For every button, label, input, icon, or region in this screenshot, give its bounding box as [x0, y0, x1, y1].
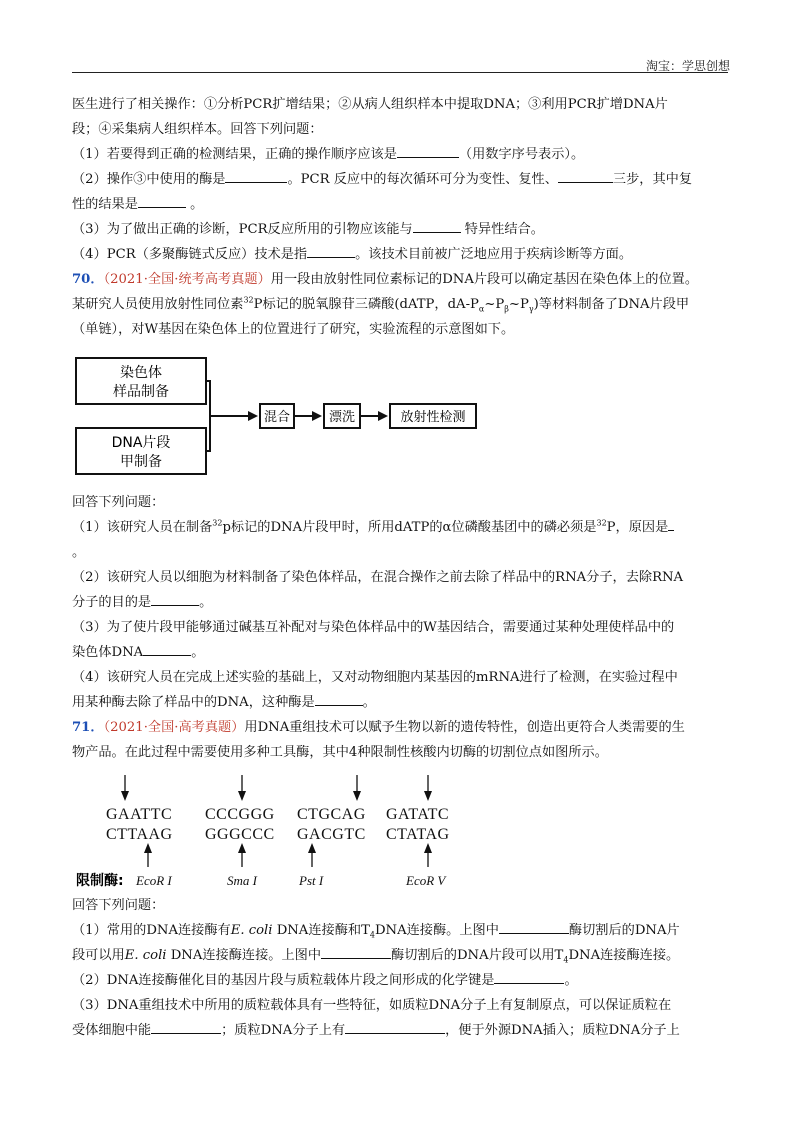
q69-sub2	[72, 167, 732, 192]
q71-prompt: 回答下列问题：	[72, 898, 165, 913]
enzyme-name-ecori: EcoR I	[136, 873, 172, 888]
flow-box-mix-label: 混合	[263, 410, 291, 425]
q71-sub1-text-f: DNA连接酶连接。上图中	[166, 948, 322, 963]
seq-ecori-top: GAATTC	[106, 806, 173, 823]
q70-stem-text-2a: 某研究人员使用放射性同位素	[72, 297, 244, 312]
seq-psti-top: CTGCAG	[297, 806, 366, 823]
q70-sub1-text-b: p标记的DNA片段甲时，所用dATP的α位磷酸基团中的磷必须是	[222, 520, 597, 535]
q71-stem-1	[72, 715, 732, 740]
intro-line-1: 医生进行了相关操作：①分析PCR扩增结果；②从病人组织样本中提取DNA；③利用PCR扩增DNA片	[72, 97, 668, 112]
q71-sub3-text-d: ，便于外源DNA插入；质粒DNA分子上	[445, 1023, 680, 1038]
answer-blank[interactable]	[321, 944, 391, 959]
q71-t4-sub: 4	[369, 930, 375, 940]
q70-sub2-cont	[72, 590, 732, 615]
cut-arrowhead-top	[353, 791, 361, 801]
answer-blank[interactable]	[413, 218, 461, 233]
seq-smai-top: CCCGGG	[205, 806, 275, 823]
flow-svg	[72, 352, 732, 482]
q70-flow-diagram	[72, 352, 732, 482]
answer-blank[interactable]	[494, 969, 564, 984]
q70-sub1-sup-a: 32	[212, 518, 223, 528]
q69-sub3-text-a: （3）为了做出正确的诊断，PCR反应所用的引物应该能与	[72, 222, 413, 237]
q69-sub4	[72, 242, 732, 267]
q70-sub-beta: β	[504, 304, 509, 314]
intro-line-2: 段；④采集病人组织样本。回答下列问题：	[72, 122, 323, 137]
cut-arrowhead-bottom	[308, 843, 316, 853]
flow-arrowhead-2	[312, 411, 322, 421]
flow-box-dna-line1: DNA片段	[111, 435, 171, 451]
q70-sub4-cont	[72, 690, 732, 715]
q71-sub2-text-b: 。	[564, 973, 578, 988]
q71-sub3-text-b: 受体细胞中能	[72, 1023, 152, 1038]
seq-ecorv-top: GATATC	[386, 806, 450, 823]
enzyme-name-smai: Sma I	[227, 873, 257, 888]
q70-sub1-text-c: P，原因是	[606, 520, 669, 535]
q71-sub3: （3）DNA重组技术中所用的质粒载体具有一些特征，如质粒DNA分子上有复制原点，可以保证质粒在	[72, 998, 672, 1013]
q71-source: （2021·全国·高考真题）	[103, 720, 245, 735]
answer-blank[interactable]	[138, 193, 186, 208]
seq-smai-bottom: GGGCCC	[205, 826, 275, 843]
answer-blank[interactable]	[151, 591, 199, 606]
q71-sub3-text-c: ；质粒DNA分子上有	[221, 1023, 346, 1038]
q69-sub1	[72, 142, 732, 167]
flow-arrowhead-3	[378, 411, 388, 421]
q70-sub4: （4）该研究人员在完成上述实验的基础上，又对动物细胞内某基因的mRNA进行了检测，在实验过程中	[72, 670, 678, 685]
q71-sub2-text-a: （2）DNA连接酶催化目的基因片段与质粒载体片段之间形成的化学键是	[72, 973, 495, 988]
q69-sub3-text-b: 特异性结合。	[460, 222, 544, 237]
q69-sub2-text-e: 。	[190, 197, 204, 212]
q71-sub1-text-g: 酶切割后的DNA片段可以用T	[391, 948, 564, 963]
answer-blank[interactable]	[151, 1019, 221, 1034]
answer-blank[interactable]	[345, 1019, 445, 1034]
enzyme-svg	[72, 771, 732, 891]
q71-sub1-text-a: （1）常用的DNA连接酶有	[72, 923, 231, 938]
q70-sub4-text-b: 用某种酶去除了样品中的DNA，这种酶是	[72, 695, 315, 710]
q70-sub1	[72, 515, 732, 540]
flow-arrowhead-1	[248, 411, 258, 421]
flow-box-chromosome-line2: 样品制备	[113, 384, 169, 400]
q70-stem-text-1: 用一段由放射性同位素标记的DNA片段可以确定基因在染色体上的位置。	[270, 272, 699, 287]
flow-box-dna-line2: 甲制备	[120, 454, 162, 470]
q69-sub1-tail: （用数字序号表示）。	[458, 147, 585, 162]
answer-blank[interactable]	[558, 168, 613, 183]
seq-ecorv-bottom: CTATAG	[386, 826, 450, 843]
answer-blank[interactable]	[315, 691, 363, 706]
page-header: 淘宝：学思创想	[645, 59, 730, 73]
q70-sub3-text-c: 。	[191, 645, 205, 660]
flow-box-chromosome-line1: 染色体	[120, 365, 162, 381]
answer-blank[interactable]	[397, 143, 459, 158]
answer-blank[interactable]	[307, 243, 355, 258]
q69-sub1-text: （1）若要得到正确的检测结果，正确的操作顺序应该是	[72, 147, 397, 162]
q70-stem-text-2b: P标记的脱氧腺苷三磷酸(dATP，dA-P	[253, 297, 479, 312]
answer-blank[interactable]	[668, 516, 674, 531]
q70-stem-text-2d: ~P	[508, 297, 529, 312]
q69-sub2-text-b: 。PCR 反应中的每次循环可分为变性、复性、	[287, 172, 558, 187]
q70-number: 70．	[72, 272, 104, 287]
page-content	[72, 92, 732, 1043]
seq-psti-bottom: GACGTC	[297, 826, 366, 843]
q70-sub4-text-c: 。	[362, 695, 376, 710]
cut-arrowhead-bottom	[238, 843, 246, 853]
q70-sub3: （3）为了使片段甲能够通过碱基互补配对与染色体样品中的W基因结合，需要通过某种处理使样品中的	[72, 620, 675, 635]
flow-box-detect-label: 放射性检测	[400, 410, 466, 425]
q71-sub1-text-c: DNA连接酶。上图中	[374, 923, 499, 938]
q71-sub2	[72, 968, 732, 993]
q70-sub1-end: 。	[72, 545, 86, 560]
q70-sub3-text-b: 染色体DNA	[72, 645, 144, 660]
seq-ecori-bottom: CTTAAG	[106, 826, 173, 843]
q69-sub2-text-d: 性的结果是	[72, 197, 138, 212]
q69-sub4-text-a: （4）PCR（多聚酶链式反应）技术是指	[72, 247, 308, 262]
cut-arrowhead-bottom	[424, 843, 432, 853]
enzyme-name-psti: Pst I	[299, 873, 324, 888]
enzyme-name-ecorv: EcoR V	[406, 873, 446, 888]
q70-stem-1	[72, 267, 732, 292]
q70-sup-32: 32	[243, 295, 254, 305]
answer-blank[interactable]	[143, 641, 191, 656]
q70-sub1-sup-b: 32	[596, 518, 607, 528]
q70-stem-text-2e: )等材料制备了DNA片段甲	[533, 297, 690, 312]
q71-ecoli: E. coli	[230, 923, 273, 938]
flow-box-wash-label: 漂洗	[328, 410, 356, 425]
q71-sub1-text-e: 段可以用	[72, 948, 125, 963]
q71-stem-2: 物产品。在此过程中需要使用多种工具酶，其中4种限制性核酸内切酶的切割位点如图所示。	[72, 745, 608, 760]
q71-sub1	[72, 918, 732, 943]
q70-stem-text-2c: ~P	[484, 297, 505, 312]
cut-arrowhead-top	[121, 791, 129, 801]
cut-arrowhead-top	[238, 791, 246, 801]
header-rule	[72, 72, 728, 73]
q69-sub2-text-c: 三步，其中复	[612, 172, 693, 187]
q71-t4-sub-2: 4	[563, 955, 569, 965]
q71-sub1-text-d: 酶切割后的DNA片	[568, 923, 680, 938]
q70-prompt: 回答下列问题：	[72, 495, 165, 510]
q70-stem-2	[72, 292, 732, 317]
q71-number: 71．	[72, 720, 104, 735]
q70-source: （2021·全国·统考高考真题）	[103, 272, 271, 287]
enzyme-label-prefix: 限制酶:	[76, 873, 124, 889]
cut-arrowhead-bottom	[144, 843, 152, 853]
answer-blank[interactable]	[225, 168, 287, 183]
q71-sub1-text-h: DNA连接酶连接。	[568, 948, 680, 963]
q69-sub4-text-b: 。该技术目前被广泛地应用于疾病诊断等方面。	[355, 247, 633, 262]
q69-sub2-cont	[72, 192, 732, 217]
q71-sub1-text-b: DNA连接酶和T	[272, 923, 370, 938]
q71-enzyme-diagram	[72, 771, 732, 891]
q71-sub1-cont	[72, 943, 732, 968]
q70-stem-3: （单链），对W基因在染色体上的位置进行了研究，实验流程的示意图如下。	[72, 322, 515, 337]
q71-ecoli-2: E. coli	[124, 948, 167, 963]
q70-sub-gamma: γ	[528, 304, 534, 314]
q69-sub2-text-a: （2）操作③中使用的酶是	[72, 172, 226, 187]
q70-sub2-text-c: 。	[199, 595, 213, 610]
q70-sub2: （2）该研究人员以细胞为材料制备了染色体样品，在混合操作之前去除了样品中的RNA分子，去除RNA	[72, 570, 684, 585]
cut-arrowhead-top	[424, 791, 432, 801]
q70-sub3-cont	[72, 640, 732, 665]
answer-blank[interactable]	[499, 919, 569, 934]
q70-sub2-text-b: 分子的目的是	[72, 595, 152, 610]
q70-sub-alpha: α	[478, 304, 485, 314]
q71-stem-text-1: 用DNA重组技术可以赋予生物以新的遗传特性，创造出更符合人类需要的生	[244, 720, 685, 735]
q70-sub1-text-a: （1）该研究人员在制备	[72, 520, 213, 535]
q69-sub3	[72, 217, 732, 242]
q71-sub3-cont	[72, 1018, 732, 1043]
